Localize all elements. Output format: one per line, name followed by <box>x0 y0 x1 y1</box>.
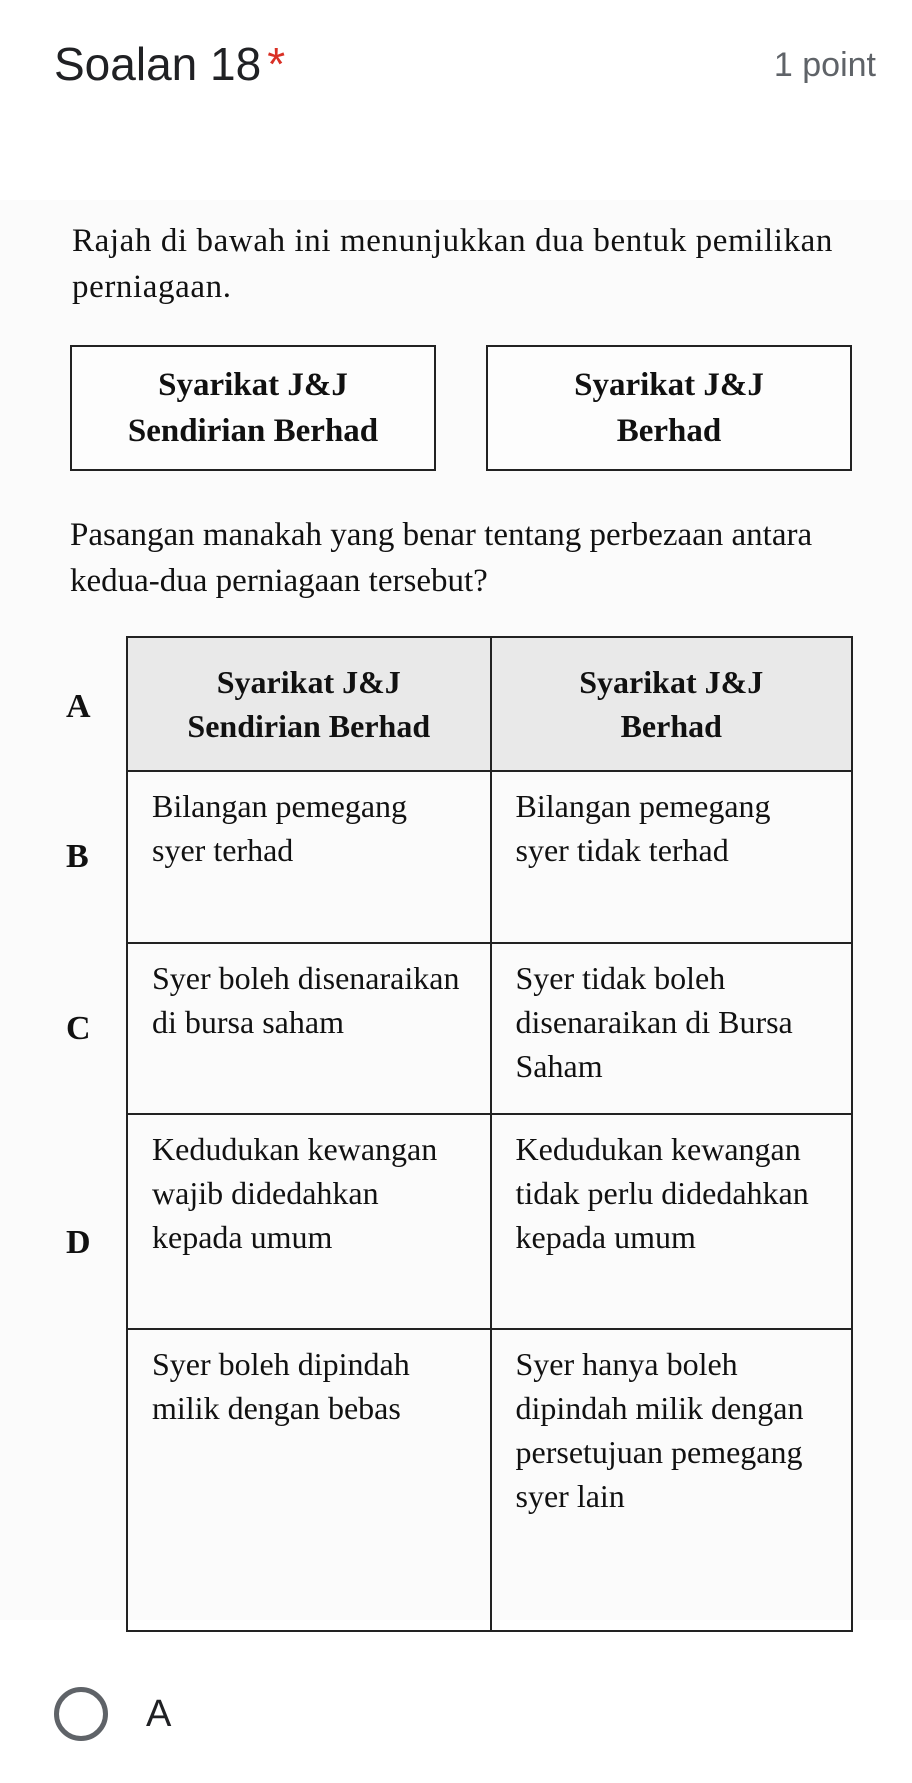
table-cell: Bilangan pemegang syer tidak terhad <box>490 772 852 942</box>
table-row <box>128 1113 851 1328</box>
intro-text: Rajah di bawah ini menunjukkan dua bentuk pemilikan perniagaan. <box>72 223 834 305</box>
row-letter-a: A <box>66 688 91 725</box>
company-box-sdn-bhd: Syarikat J&J Sendirian Berhad <box>70 345 436 471</box>
option-label: A <box>146 1692 172 1735</box>
table-row <box>128 770 851 942</box>
points-label: 1 point <box>773 46 876 84</box>
table-cell: Syer boleh dipindah milik dengan bebas <box>152 1346 410 1426</box>
option-a[interactable] <box>54 1683 171 1745</box>
table-cell: Kedudukan kewangan tidak perlu didedahkan kepada umum <box>490 1115 852 1328</box>
row-letter-c: C <box>66 1010 91 1047</box>
table-cell: Syer tidak boleh disenaraikan di Bursa Saham <box>490 944 852 1113</box>
table-header-bhd: Syarikat J&J Berhad <box>490 638 852 770</box>
table-row <box>128 942 851 1113</box>
table-header-row <box>128 638 851 770</box>
required-asterisk: * <box>267 38 286 90</box>
question-header <box>54 34 876 94</box>
radio-button-icon[interactable] <box>54 1687 108 1741</box>
table-cell: Syer boleh disenaraikan di bursa saham <box>152 960 460 1040</box>
table-row <box>128 1328 851 1630</box>
question-title: Soalan 18 * <box>54 38 286 90</box>
comparison-table <box>126 636 853 1632</box>
row-letter-d: D <box>66 1224 91 1261</box>
question-image <box>0 200 912 1620</box>
table-header-sdn-bhd: Syarikat J&J Sendirian Berhad <box>128 638 490 770</box>
table-cell: Bilangan pemegang syer terhad <box>152 788 408 868</box>
row-letter-b: B <box>66 838 89 875</box>
table-cell: Kedudukan kewangan wajib didedahkan kepada umum <box>152 1131 438 1255</box>
table-cell: Syer hanya boleh dipindah milik dengan persetujuan pemegang syer lain <box>490 1330 852 1630</box>
question-prompt: Pasangan manakah yang benar tentang perbezaan antara kedua-dua perniagaan tersebut? <box>70 517 813 599</box>
company-box-bhd: Syarikat J&J Berhad <box>486 345 852 471</box>
